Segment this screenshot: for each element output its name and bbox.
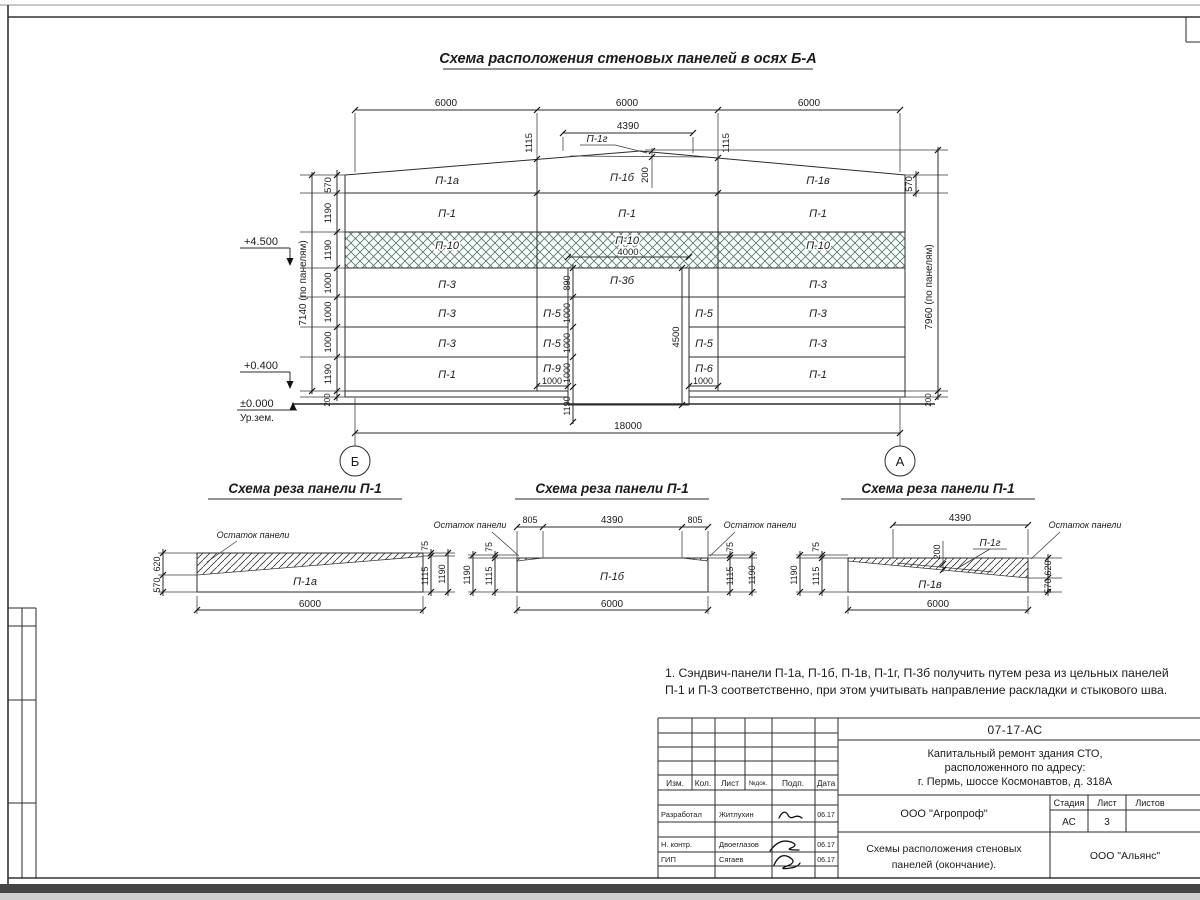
axis-label-b: Б [350, 454, 360, 469]
dim-door-1000c: 1000 [562, 362, 572, 384]
dim-left-1190c: 1190 [323, 363, 334, 385]
panel-label: П-1 [809, 208, 827, 220]
cut2-dim-1190l: 1190 [462, 565, 472, 585]
cut3-dim-200: 200 [932, 544, 942, 560]
dim-right-total: 7960 (по панелям) [924, 244, 935, 330]
dim-door-1000a: 1000 [562, 302, 572, 324]
general-note [665, 666, 1169, 697]
signature-gip [774, 856, 800, 869]
cut2-dim-1115r: 1115 [725, 566, 735, 586]
tb-doc-number: 07-17-АС [987, 723, 1043, 737]
dim-door-1000b: 1000 [562, 332, 572, 354]
cut1-panel-label: П-1а [293, 576, 317, 588]
panel-label: П-5 [543, 338, 561, 350]
cut2-dim-805r: 805 [687, 515, 703, 525]
dim-left-1000c: 1000 [323, 331, 334, 353]
cut3-dim-570: 570 [1043, 578, 1053, 594]
dim-1115-right: 1115 [721, 133, 732, 153]
panel-label: П-3 [809, 279, 827, 291]
tb-sheet-value: 3 [1104, 817, 1110, 828]
dim-1115-left: 1115 [524, 133, 535, 153]
cut1-dim-1190: 1190 [437, 564, 447, 584]
panel-label: П-3 [438, 338, 456, 350]
tb-date-developer: 06.17 [817, 812, 835, 819]
dim-bay2: 6000 [615, 98, 639, 109]
tb-name-ncontr: Двоеглазов [719, 840, 759, 849]
dim-left-570: 570 [323, 177, 334, 193]
panel-label: П-1 [809, 369, 827, 381]
cut2-panel-label: П-1б [600, 571, 624, 583]
panel-label: П-10 [435, 240, 459, 252]
tb-sheets-label: Листов [1135, 798, 1165, 808]
cut1-dim-1115: 1115 [420, 566, 430, 586]
dim-bay1: 6000 [434, 98, 458, 109]
tb-sheet-label: Лист [1097, 798, 1117, 808]
cut2-dim-1190r: 1190 [747, 565, 757, 585]
panel-label: П-3б [610, 275, 634, 287]
tb-project-line3: г. Пермь, шоссе Космонавтов, д. 318А [917, 776, 1113, 788]
cut2-dim-75r: 75 [725, 541, 735, 553]
cut1-title: Схема реза панели П-1 [228, 481, 382, 496]
tb-role-gip: ГИП [661, 855, 676, 864]
title-block [658, 718, 1200, 878]
panel-label: П-10 [806, 240, 830, 252]
panel-label: П-1в [806, 175, 830, 187]
cut3-panel-label: П-1в [918, 579, 942, 591]
panel-label: П-3 [809, 338, 827, 350]
tb-date-gip: 06.17 [817, 857, 835, 864]
cut1-remnant-label: Остаток панели [216, 530, 290, 540]
tb-stage-label: Стадия [1053, 798, 1085, 808]
main-title: Схема расположения стеновых панелей в осях Б-А [439, 51, 817, 67]
dim-1000-left: 1000 [541, 376, 563, 386]
mark-0400: +0.400 [244, 360, 278, 372]
cut-scheme-2 [434, 481, 797, 614]
mark-4500: +4.500 [244, 236, 278, 248]
tb-name-gip: Сягаев [719, 855, 744, 864]
tb-stage-value: АС [1062, 817, 1076, 828]
panel-label: П-5 [695, 338, 713, 350]
tb-col-ndok: №док. [748, 780, 768, 787]
dim-door-1190: 1190 [562, 396, 572, 416]
tb-col-list: Лист [720, 778, 740, 788]
tb-date-ncontr: 06.17 [817, 842, 835, 849]
panel-label: П-1 [438, 208, 456, 220]
cut3-title: Схема реза панели П-1 [861, 481, 1015, 496]
cut1-dim-620: 620 [152, 556, 162, 572]
tb-drawing-title1: Схемы расположения стеновых [866, 843, 1022, 855]
panel-label: П-10 [615, 235, 639, 247]
note-line-1: 1. Сэндвич-панели П-1а, П-1б, П-1в, П-1г, П-3б получить путем реза из цельных панелей [665, 666, 1169, 680]
cut1-dim-570: 570 [152, 577, 162, 593]
tb-name-developer: Житлухин [719, 810, 754, 819]
cut3-dim-1190: 1190 [789, 565, 799, 585]
cut3-dim-6000: 6000 [926, 599, 950, 610]
tb-role-developer: Разработал [661, 810, 702, 819]
dim-1000-right: 1000 [692, 376, 714, 386]
dim-left-total: 7140 (по панелям) [298, 240, 309, 326]
dim-4500: 4500 [671, 326, 682, 348]
panel-label: П-6 [695, 363, 713, 375]
tb-col-izm: Изм. [666, 778, 684, 788]
cut2-dim-75l: 75 [484, 541, 494, 553]
tb-org2: ООО "Альянс" [1089, 850, 1161, 862]
signature-developer [779, 812, 802, 818]
dim-4390: 4390 [616, 121, 640, 132]
cut3-remnant-label: Остаток панели [1048, 520, 1122, 530]
dim-right-570: 570 [904, 176, 915, 192]
cut2-dim-6000: 6000 [600, 599, 624, 610]
panel-label: П-5 [695, 308, 713, 320]
cut2-dim-1115l: 1115 [484, 566, 494, 586]
dim-left-1190b: 1190 [323, 239, 334, 261]
mark-0000: ±0.000 [240, 398, 274, 410]
dim-18000: 18000 [614, 421, 642, 432]
cut3-dim-620: 620 [1043, 560, 1053, 576]
axis-bubbles [340, 446, 915, 476]
cut1-dim-75: 75 [420, 540, 430, 552]
dim-left-1190a: 1190 [323, 202, 334, 224]
dim-left-200: 200 [323, 393, 332, 407]
dim-door-890: 890 [562, 275, 572, 291]
panel-label: П-3 [438, 279, 456, 291]
cut3-dim-75: 75 [811, 541, 821, 553]
panel-label: П-1а [435, 175, 459, 187]
scan-edge-band [0, 884, 1200, 893]
tb-drawing-title2: панелей (окончание). [891, 859, 997, 871]
dim-left-1000a: 1000 [323, 272, 334, 294]
cut3-piece-label: П-1г [979, 538, 1001, 549]
ridge-piece-label: П-1г [586, 134, 608, 145]
elevation-drawing [237, 98, 948, 476]
cut2-dim-805l: 805 [522, 515, 538, 525]
dim-200-ridge: 200 [640, 167, 651, 183]
signature-ncontr [770, 841, 799, 851]
panel-label: П-9 [543, 363, 561, 375]
tb-col-data: Дата [816, 778, 836, 788]
cut2-remnant-left: Остаток панели [433, 520, 507, 530]
panel-label: П-5 [543, 308, 561, 320]
elevation-marks [237, 236, 297, 424]
cut1-dim-6000: 6000 [298, 599, 322, 610]
panel-label: П-1б [610, 172, 634, 184]
panel-label: П-1 [438, 369, 456, 381]
axis-label-a: А [895, 454, 905, 469]
cut2-title: Схема реза панели П-1 [535, 481, 689, 496]
dim-4000: 4000 [617, 247, 639, 258]
cut-scheme-1 [152, 481, 455, 614]
panel-label: П-3 [809, 308, 827, 320]
panel-label: П-3 [438, 308, 456, 320]
cut3-dim-1115: 1115 [811, 566, 821, 586]
ground-label: Ур.зем. [240, 413, 274, 424]
cut2-remnant-right: Остаток панели [723, 520, 797, 530]
dim-left-1000b: 1000 [323, 301, 334, 323]
cut2-dim-4390: 4390 [600, 515, 624, 526]
tb-role-ncontr: Н. контр. [661, 840, 692, 849]
note-line-2: П-1 и П-3 соответственно, при этом учитывать направление раскладки и стыкового шва. [665, 683, 1168, 697]
tb-col-kol: Кол. [694, 778, 712, 788]
panel-label: П-1 [618, 208, 636, 220]
cut-scheme-3 [789, 481, 1121, 614]
dim-right-200: 200 [924, 393, 933, 407]
tb-project-line1: Капитальный ремонт здания СТО, [927, 748, 1103, 760]
tb-project-line2: расположенного по адресу: [944, 762, 1086, 774]
cut3-dim-4390: 4390 [948, 513, 972, 524]
dim-bay3: 6000 [797, 98, 821, 109]
panel-labels [435, 172, 831, 384]
tb-org: ООО "Агропроф" [900, 808, 988, 820]
tb-col-podp: Подп. [781, 778, 805, 788]
